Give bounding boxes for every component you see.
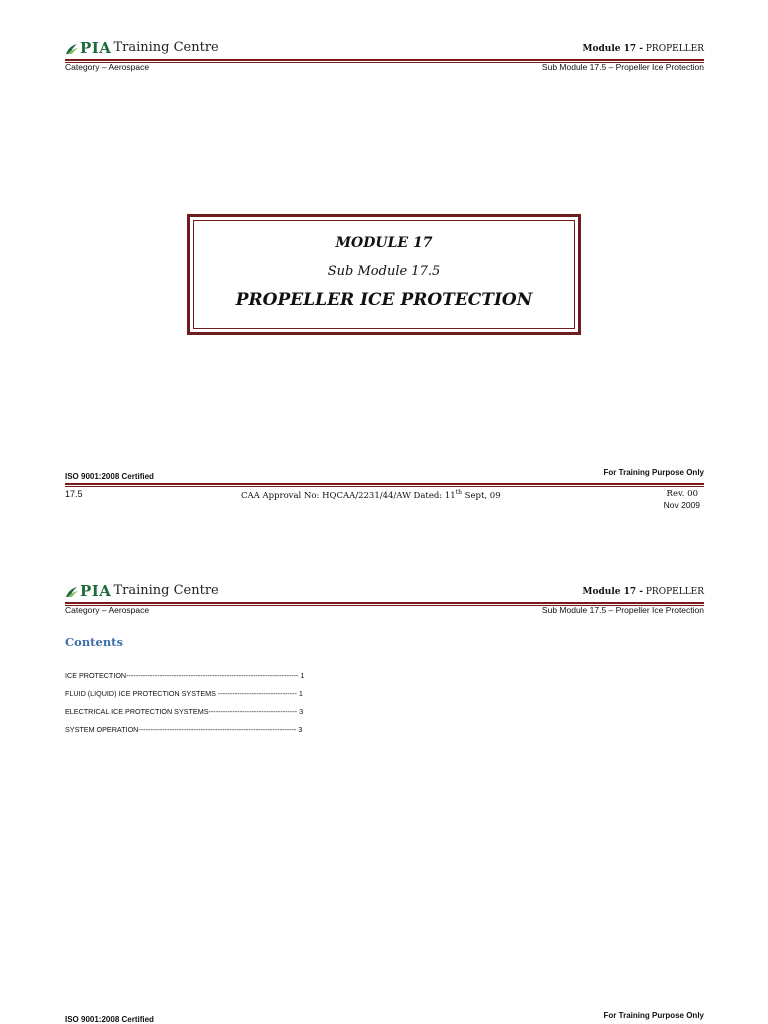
header-module-rest: PROPELLER (643, 44, 704, 54)
toc-entry[interactable]: ELECTRICAL ICE PROTECTION SYSTEMS------------------------------------- 3 (65, 707, 304, 716)
pia-logo (65, 40, 219, 56)
header-category: Category – Aerospace (65, 605, 150, 615)
toc-entry[interactable]: ICE PROTECTION------------------------------------------------------------------------ 1 (65, 671, 305, 680)
toc-entry[interactable]: SYSTEM OPERATION------------------------------------------------------------------ 3 (65, 725, 303, 734)
title-module: MODULE 17 (335, 235, 433, 251)
footer-rule (65, 483, 704, 487)
header-module (583, 587, 704, 597)
logo-name: Training Centre (113, 40, 219, 55)
header-sub-module: Sub Module 17.5 – Propeller Ice Protection (541, 605, 704, 615)
title-sub-module: Sub Module 17.5 (327, 264, 441, 279)
footer-training: For Training Purpose Only (603, 1011, 704, 1020)
footer-revision: Rev. 00 (666, 489, 698, 499)
contents-heading: Contents (65, 635, 123, 649)
footer-iso: ISO 9001:2008 Certified (65, 1015, 154, 1024)
pia-logo (65, 583, 219, 599)
footer-caa-prefix: CAA Approval No: HQCAA/2231/44/AW Dated: 11 (241, 490, 456, 501)
title-box-inner (193, 220, 575, 329)
document-page-2 (0, 545, 768, 1024)
footer-caa-approval (241, 489, 501, 501)
header-sub-module: Sub Module 17.5 – Propeller Ice Protection (541, 62, 704, 72)
footer-date: Nov 2009 (663, 500, 700, 510)
title-box (187, 214, 581, 335)
header-module-bold: Module 17 - (582, 587, 643, 597)
logo-brand: PIA (80, 39, 112, 57)
title-main: PROPELLER ICE PROTECTION (235, 290, 533, 310)
header-category: Category – Aerospace (65, 62, 150, 72)
logo-emblem-icon (65, 42, 79, 56)
toc-entry[interactable]: FLUID (LIQUID) ICE PROTECTION SYSTEMS --------------------------------- 1 (65, 689, 303, 698)
header-module (583, 44, 704, 54)
footer-training: For Training Purpose Only (603, 468, 704, 477)
logo-brand: PIA (80, 582, 112, 600)
table-of-contents (65, 671, 355, 743)
footer-caa-suffix: Sept, 09 (461, 490, 501, 501)
header-module-rest: PROPELLER (643, 587, 704, 597)
logo-name: Training Centre (113, 583, 219, 598)
logo-emblem-icon (65, 585, 79, 599)
footer-section-number: 17.5 (65, 489, 83, 499)
header-module-bold: Module 17 - (582, 44, 643, 54)
footer-caa-sup: th (455, 489, 462, 496)
footer-iso: ISO 9001:2008 Certified (65, 472, 154, 481)
